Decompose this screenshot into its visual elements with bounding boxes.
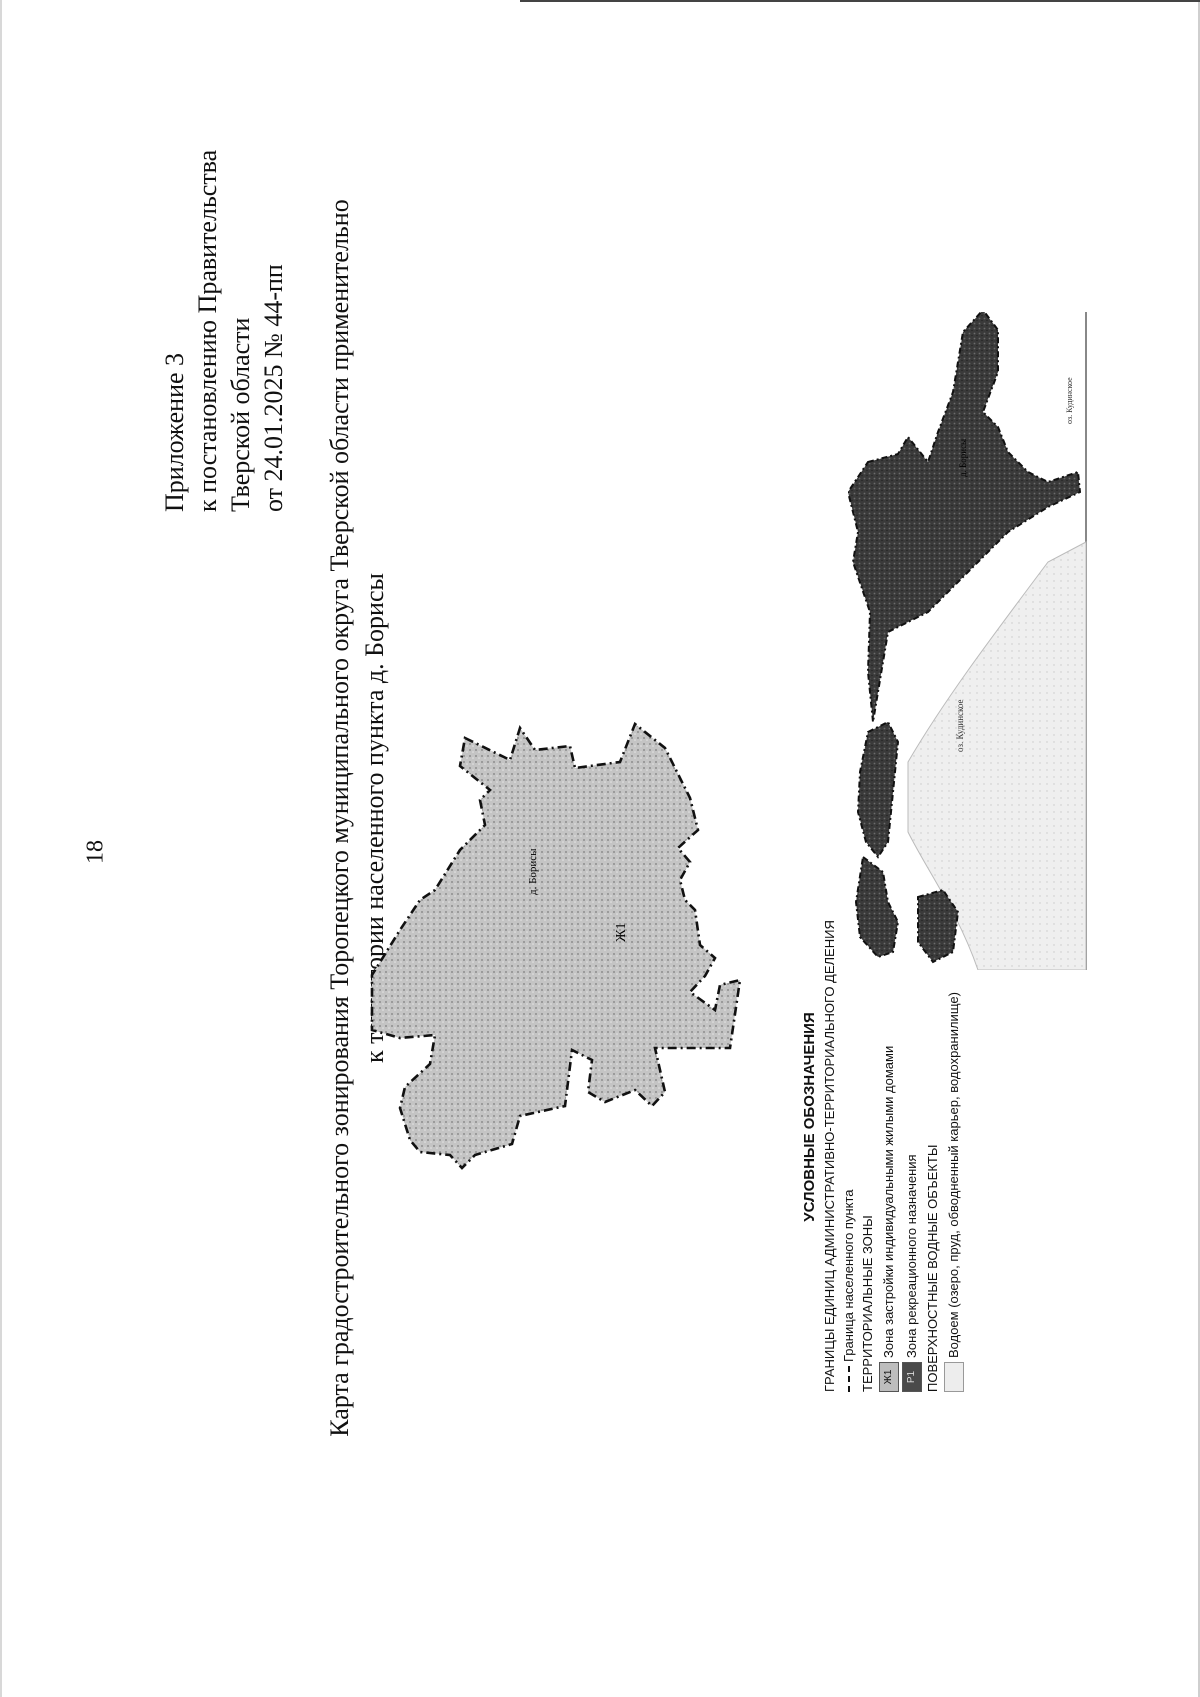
zone-zh1-label: Ж1: [614, 922, 629, 942]
annex-line-4: от 24.01.2025 № 44-пп: [259, 264, 288, 512]
legend-water-label: Водоем (озеро, пруд, обводненный карьер, водохранилище): [946, 992, 961, 1358]
legend-row-r1: [902, 872, 922, 1392]
zh1-swatch: Ж1: [879, 1362, 899, 1392]
r1-swatch: Р1: [902, 1362, 922, 1392]
legend-row-settlement-boundary: [841, 872, 857, 1392]
legend-section-zones: ТЕРРИТОРИАЛЬНЫЕ ЗОНЫ: [860, 1215, 875, 1392]
main-settlement-label: д. Борисы: [527, 848, 539, 895]
annex-line-3: Тверской области: [226, 317, 255, 512]
water-swatch: [944, 1362, 964, 1392]
recreation-zone-small-1: [858, 722, 898, 857]
scan-edge-left: [0, 0, 2, 1697]
detail-settlement-label: д. Борисы: [958, 438, 968, 477]
scan-edge-top: [520, 0, 1200, 2]
map-title-line-2: к территории населенного пункта д. Борисы: [360, 573, 389, 1063]
annex-line-1: Приложение 3: [160, 352, 189, 512]
zone-zh1-polygon: [372, 724, 740, 1168]
page-number: 18: [82, 840, 109, 864]
legend: [802, 872, 967, 1392]
legend-section-water: ПОВЕРХНОСТНЫЕ ВОДНЫЕ ОБЪЕКТЫ: [925, 1144, 940, 1392]
legend-row-water: [944, 872, 964, 1392]
legend-title: УСЛОВНЫЕ ОБОЗНАЧЕНИЯ: [801, 1012, 818, 1222]
main-settlement-map: [360, 690, 800, 1170]
legend-r1-label: Зона рекреационного назначения: [904, 1154, 919, 1358]
lake-label-2: оз. Кудинское: [1065, 377, 1074, 424]
legend-settlement-boundary-label: Граница населенного пункта: [841, 1189, 856, 1362]
annex-line-2: к постановлению Правительства: [193, 149, 222, 512]
boundary-line-symbol: [848, 1366, 850, 1392]
map-title-line-1: Карта градостроительного зонирования Торопецкого муниципального округа Тверской области применительно: [325, 199, 354, 1437]
lake-label-1: оз. Кудинское: [955, 699, 965, 752]
legend-section-boundaries: ГРАНИЦЫ ЕДИНИЦ АДМИНИСТРАТИВНО-ТЕРРИТОРИАЛЬНОГО ДЕЛЕНИЯ: [822, 920, 837, 1392]
legend-row-zh1: [879, 872, 899, 1392]
legend-zh1-label: Зона застройки индивидуальными жилыми домами: [881, 1045, 896, 1358]
annex-block: [158, 0, 290, 512]
